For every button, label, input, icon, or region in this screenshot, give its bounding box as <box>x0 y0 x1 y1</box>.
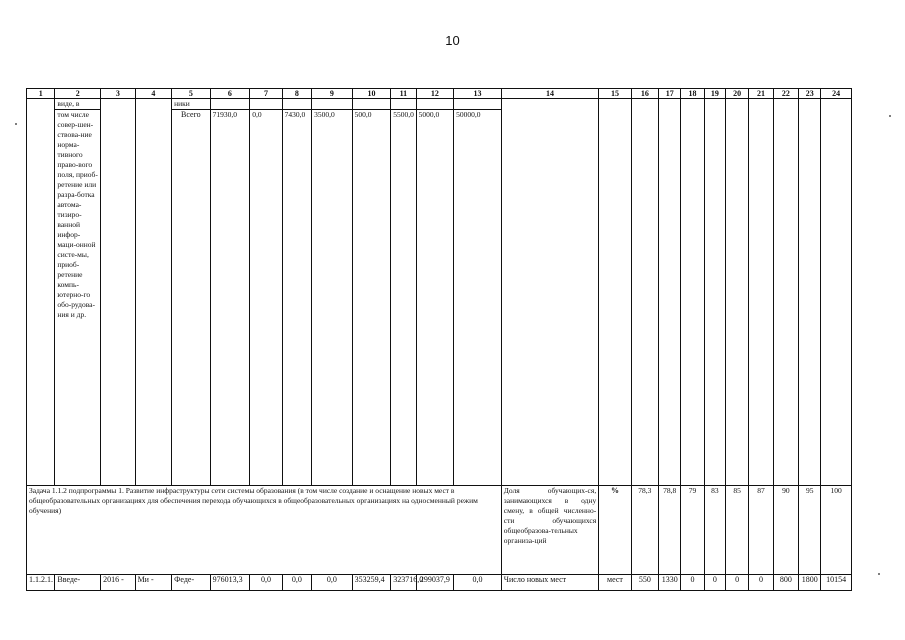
cell <box>631 99 658 486</box>
cell: Ми - <box>135 575 172 591</box>
value-cell: 0 <box>704 575 725 591</box>
cell: Всего <box>172 110 211 486</box>
cell: 500,0 <box>352 110 391 486</box>
cell <box>312 99 353 110</box>
value-cell: 90 <box>773 486 798 575</box>
header-cell: 12 <box>416 89 454 99</box>
cell <box>352 99 391 110</box>
cell <box>821 99 852 486</box>
header-cell: 6 <box>210 89 250 99</box>
cell: 5500,0 <box>391 110 416 486</box>
value-cell: 83 <box>704 486 725 575</box>
cell <box>101 99 136 486</box>
header-cell: 3 <box>101 89 136 99</box>
cell: 0,0 <box>312 575 353 591</box>
value-cell: 87 <box>749 486 773 575</box>
value-cell: 79 <box>681 486 704 575</box>
cell <box>659 99 681 486</box>
cell: 2016 - <box>101 575 136 591</box>
table-row <box>27 575 852 591</box>
value-cell: 85 <box>726 486 749 575</box>
page-number: 10 <box>445 33 460 48</box>
header-cell: 11 <box>391 89 416 99</box>
cell <box>250 99 282 110</box>
header-cell: 22 <box>773 89 798 99</box>
cell: Введе- <box>55 575 101 591</box>
header-cell: 10 <box>352 89 391 99</box>
header-cell: 8 <box>282 89 311 99</box>
header-cell: 9 <box>312 89 353 99</box>
cell <box>135 99 172 486</box>
cell: ники <box>172 99 211 110</box>
value-cell: 1800 <box>799 575 821 591</box>
header-cell: 15 <box>599 89 631 99</box>
header-cell: 4 <box>135 89 172 99</box>
cell <box>704 99 725 486</box>
cell <box>681 99 704 486</box>
cell: 71930,0 <box>210 110 250 486</box>
program-table <box>26 88 852 591</box>
unit: % <box>599 486 631 575</box>
header-cell: 24 <box>821 89 852 99</box>
header-cell: 5 <box>172 89 211 99</box>
value-cell: 10154 <box>821 575 852 591</box>
cell: 0,0 <box>282 575 311 591</box>
cell: 323716,0 <box>391 575 416 591</box>
cell: том числе совер-шен-ствова-ние норма-тивного право-вого поля, приоб-ретение или разра-ботка автома-тизиро-ванной инфор-маци-онной систе-мы, приоб-ретение компь-ютерно-го обо-рудова-ния и др. <box>55 110 101 486</box>
task-row <box>27 486 852 575</box>
cell <box>501 99 598 486</box>
header-cell: 2 <box>55 89 101 99</box>
cell <box>282 99 311 110</box>
cell <box>773 99 798 486</box>
cell: 50000,0 <box>454 110 502 486</box>
cell <box>749 99 773 486</box>
cell: 7430,0 <box>282 110 311 486</box>
task-description: Задача 1.1.2 подпрограммы 1. Развитие инфраструктуры сети системы образования (в том числе создание и оснащение новых мест в общеобразовательных организациях для обеспечения перехода обучающихся в общеобразовательных организациях на односменный режим обучения) <box>27 486 502 575</box>
header-cell: 23 <box>799 89 821 99</box>
scan-speck <box>889 115 891 117</box>
header-cell: 20 <box>726 89 749 99</box>
header-cell: 7 <box>250 89 282 99</box>
header-cell: 13 <box>454 89 502 99</box>
value-cell: 100 <box>821 486 852 575</box>
scan-speck <box>15 123 17 125</box>
cell: 1.1.2.1. <box>27 575 55 591</box>
value-cell: 550 <box>631 575 658 591</box>
value-cell: 0 <box>726 575 749 591</box>
cell <box>416 99 454 110</box>
cell: 3500,0 <box>312 110 353 486</box>
value-cell: 78,3 <box>631 486 658 575</box>
cell <box>391 99 416 110</box>
value-cell: 0 <box>681 575 704 591</box>
unit: мест <box>599 575 631 591</box>
cell: Феде- <box>172 575 211 591</box>
indicator-name: Число новых мест <box>501 575 598 591</box>
header-cell: 18 <box>681 89 704 99</box>
cell <box>27 99 55 486</box>
cell: 0,0 <box>250 110 282 486</box>
cell <box>210 99 250 110</box>
scan-speck <box>878 573 880 575</box>
cell <box>726 99 749 486</box>
header-cell: 14 <box>501 89 598 99</box>
value-cell: 1330 <box>659 575 681 591</box>
value-cell: 800 <box>773 575 798 591</box>
header-cell: 17 <box>659 89 681 99</box>
cell: 353259,4 <box>352 575 391 591</box>
header-cell: 19 <box>704 89 725 99</box>
cell: 299037,9 <box>416 575 454 591</box>
header-cell: 1 <box>27 89 55 99</box>
header-cell: 21 <box>749 89 773 99</box>
cell: 5000,0 <box>416 110 454 486</box>
value-cell: 95 <box>799 486 821 575</box>
header-cell: 16 <box>631 89 658 99</box>
cell: 0,0 <box>250 575 282 591</box>
table-row <box>27 99 852 110</box>
cell: 976013,3 <box>210 575 250 591</box>
cell <box>599 99 631 486</box>
cell <box>454 99 502 110</box>
value-cell: 78,8 <box>659 486 681 575</box>
header-row <box>27 89 852 99</box>
cell: 0,0 <box>454 575 502 591</box>
value-cell: 0 <box>749 575 773 591</box>
cell: виде, в <box>55 99 101 110</box>
indicator-name: Доля обучающих-ся, занимающихся в одну смену, в общей численно-сти обучающихся общеобразова-тельных организа-ций <box>501 486 598 575</box>
cell <box>799 99 821 486</box>
